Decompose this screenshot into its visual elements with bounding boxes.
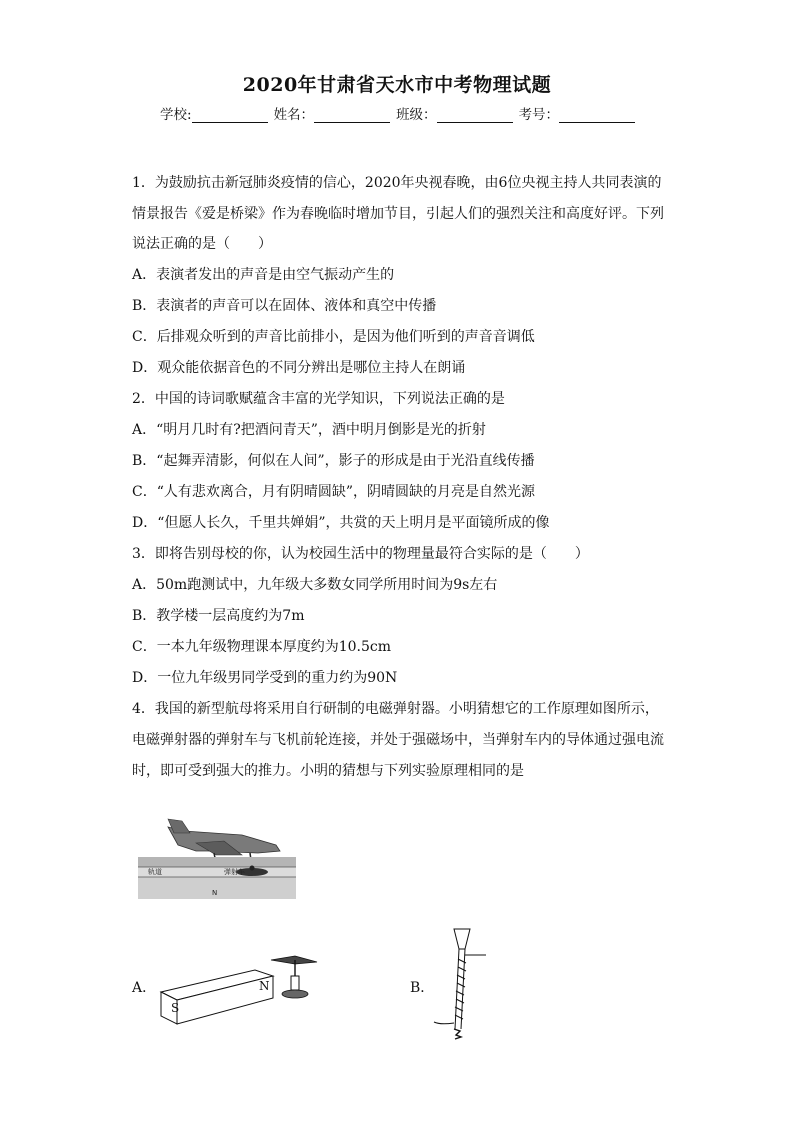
question-1-option-d: D．观众能依据音色的不同分辨出是哪位主持人在朗诵 (132, 360, 466, 376)
name-field (274, 103, 395, 123)
question-4-line-2: 电磁弹射器的弹射车与飞机前轮连接，并处于强磁场中，当弹射车内的导体通过强电流 (132, 732, 664, 748)
lead-wire-bottom (434, 1022, 454, 1024)
coil-tube-figure (430, 925, 500, 1045)
student-info-row (160, 103, 641, 123)
iron-filings (454, 1029, 461, 1039)
catapult-figure (138, 815, 296, 905)
question-2-option-d: D．“但愿人长久，千里共婵娟”，共赏的天上明月是平面镜所成的像 (132, 515, 550, 531)
exam-number-blank (559, 108, 635, 123)
class-field (396, 103, 517, 123)
question-3-option-d: D．一位九年级男同学受到的重力约为90N (132, 670, 398, 686)
question-3-option-a: A．50m跑测试中，九年级大多数女同学所用时间为9s左右 (132, 577, 498, 593)
question-1-line-1: 1．为鼓励抗击新冠肺炎疫情的信心，2020年央视春晚，由6位央视主持人共同表演的 (132, 175, 662, 191)
question-1-option-a: A．表演者发出的声音是由空气振动产生的 (132, 267, 395, 283)
exam-number-label: 考号： (518, 107, 560, 123)
compass-needle (271, 956, 317, 964)
question-1-line-2: 情景报告《爱是桥梁》作为春晚临时增加节目，引起人们的强烈关注和高度好评。下列 (132, 206, 664, 222)
name-blank (314, 108, 390, 123)
track-label: 轨道 (148, 868, 162, 876)
class-blank (437, 108, 513, 123)
question-2-option-c: C．“人有悲欢离合，月有阴晴圆缺”，阴晴圆缺的月亮是自然光源 (132, 484, 536, 500)
question-4-line-1: 4．我国的新型航母将采用自行研制的电磁弹射器。小明猜想它的工作原理如图所示， (132, 701, 659, 717)
exam-number-field (519, 103, 640, 123)
tube-funnel (454, 929, 470, 949)
page-title: 2020年甘肃省天水市中考物理试题 (242, 74, 552, 96)
class-label: 班级： (396, 107, 437, 123)
question-1-line-3: 说法正确的是（ ） (132, 236, 272, 252)
school-field (160, 103, 272, 123)
magnet-north-label: N (259, 979, 270, 993)
jet-nose-wheel (250, 866, 255, 871)
question-2-option-a: A．“明月几时有?把酒问青天”，酒中明月倒影是光的折射 (132, 422, 486, 438)
question-2-option-b: B．“起舞弄清影，何似在人间”，影子的形成是由于光沿直线传播 (132, 453, 535, 469)
question-2-line-1: 2．中国的诗词歌赋蕴含丰富的光学知识，下列说法正确的是 (132, 391, 505, 407)
question-3-option-b: B．教学楼一层高度约为7m (132, 608, 305, 624)
question-4-option-a: A． (132, 980, 157, 996)
question-4-line-3: 时，即可受到强大的推力。小明的猜想与下列实验原理相同的是 (132, 763, 524, 779)
deck-top (138, 857, 296, 867)
magnet-pole-label: N (212, 889, 218, 897)
compass-base (282, 990, 308, 998)
magnet-south-label: S (171, 1001, 180, 1015)
question-1-option-b: B．表演者的声音可以在固体、液体和真空中传播 (132, 298, 437, 314)
bar-magnet-figure (155, 950, 325, 1030)
question-3-line-1: 3．即将告别母校的你，认为校园生活中的物理量最符合实际的是（ ） (132, 546, 589, 562)
question-4-option-b: B． (410, 980, 435, 996)
question-3-option-c: C．一本九年级物理课本厚度约为10.5cm (132, 639, 391, 655)
name-label: 姓名： (273, 107, 315, 123)
school-blank (192, 108, 268, 123)
catapult-label: 弹射车 (224, 868, 245, 876)
question-1-option-c: C．后排观众听到的声音比前排小，是因为他们听到的声音音调低 (132, 329, 535, 345)
school-label: 学校: (160, 107, 192, 123)
compass-post (291, 976, 299, 990)
